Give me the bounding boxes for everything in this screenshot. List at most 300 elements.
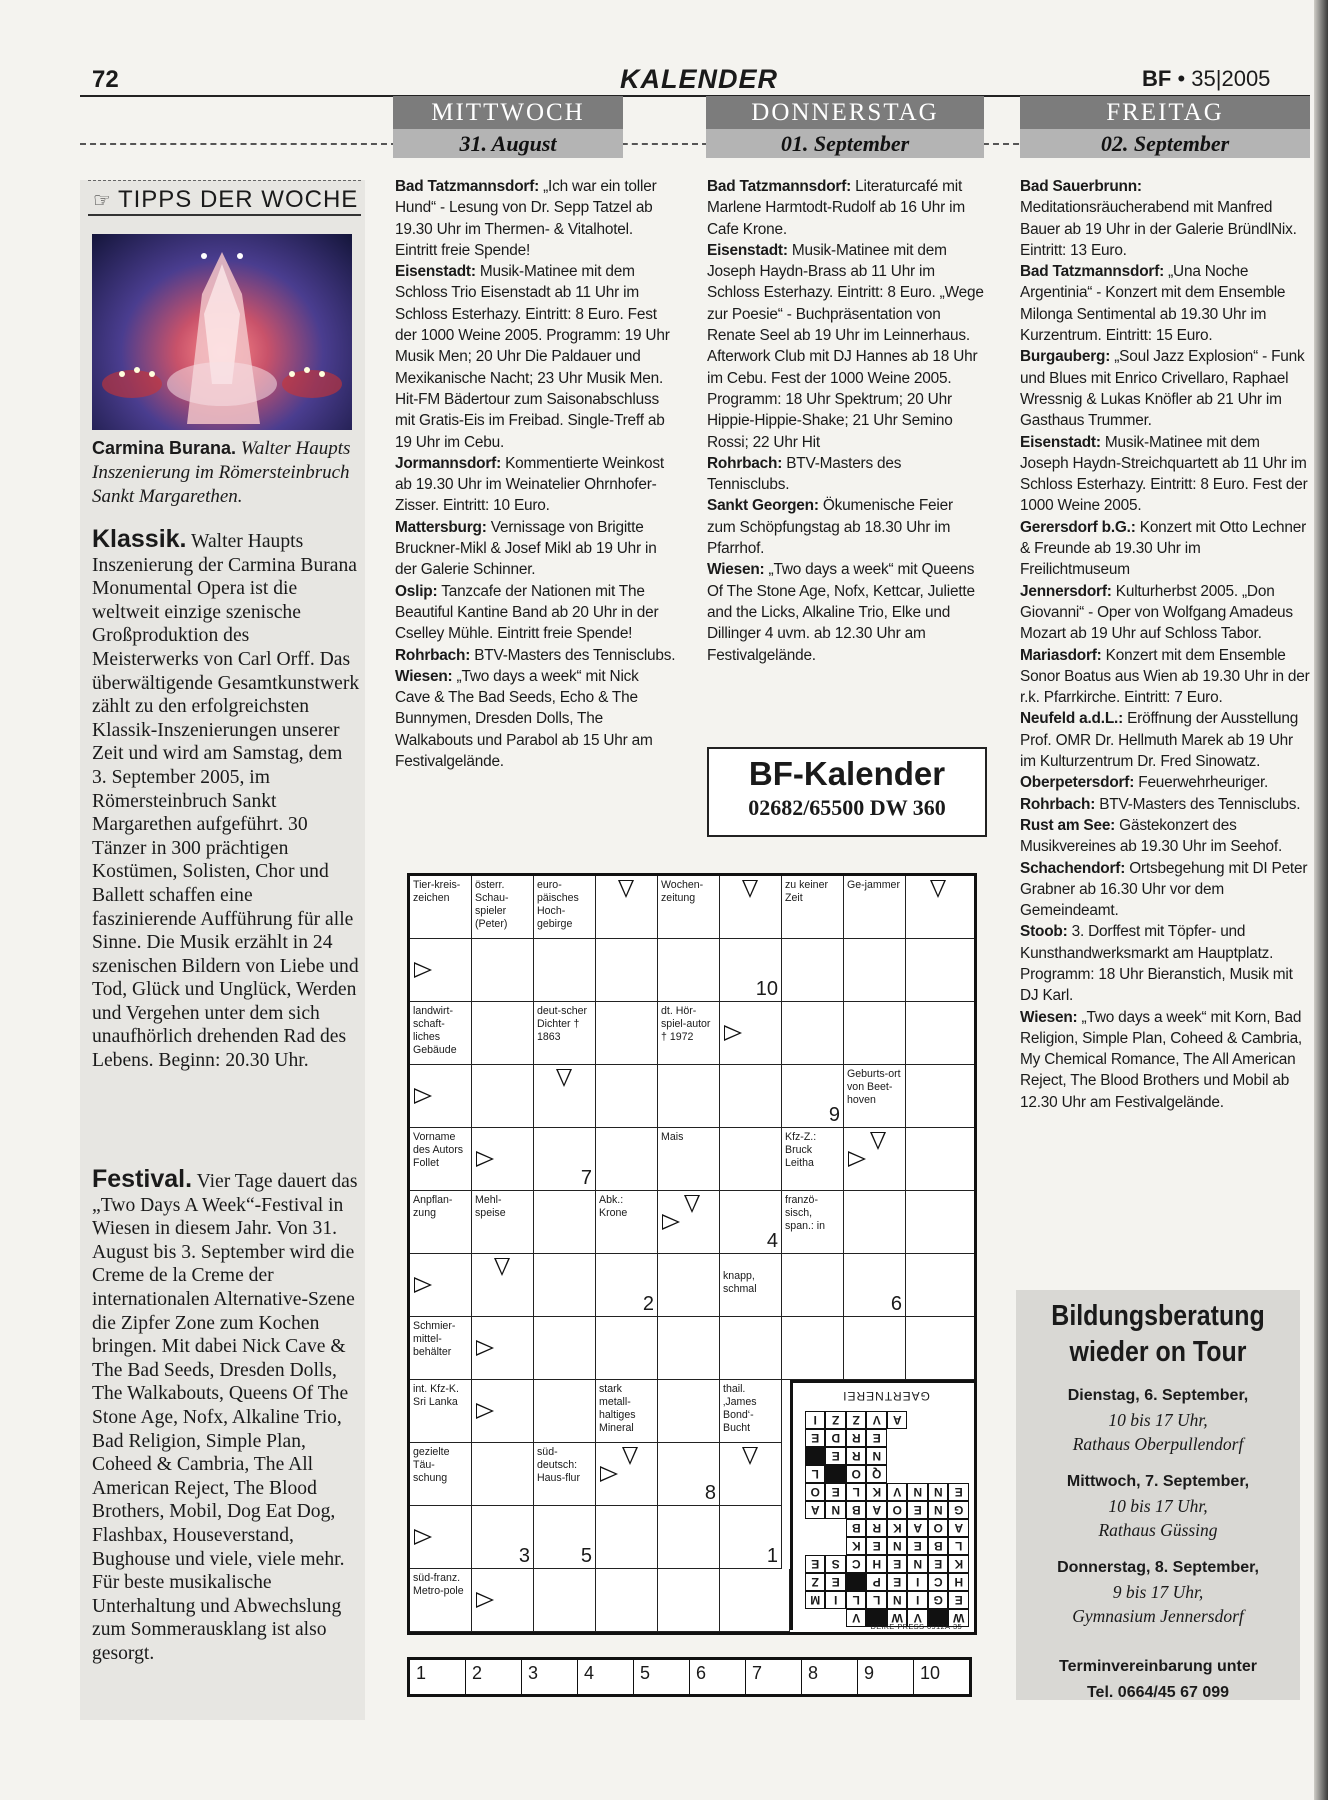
crossword-cell[interactable] bbox=[906, 1191, 974, 1254]
crossword-cell[interactable] bbox=[782, 1065, 844, 1128]
event-place: Wiesen: bbox=[395, 667, 453, 685]
crossword-cell[interactable] bbox=[720, 876, 782, 939]
crossword-cell[interactable] bbox=[658, 1065, 720, 1128]
crossword-cell[interactable] bbox=[782, 1254, 844, 1317]
arrow-right-icon bbox=[848, 1151, 866, 1167]
solution-letter: L bbox=[846, 1591, 867, 1609]
caption-text: Walter Haupts Inszenierung im Römersteinbruch Sankt Margarethen. bbox=[92, 438, 351, 507]
event-entry bbox=[1020, 517, 1310, 581]
event-place: Schachendorf: bbox=[1020, 859, 1126, 877]
arrow-right-icon bbox=[414, 1277, 432, 1293]
crossword-cell[interactable] bbox=[658, 1506, 720, 1569]
solution-letter: E bbox=[826, 1573, 847, 1591]
crossword-cell[interactable] bbox=[596, 939, 658, 1002]
crossword-clue: thail. ‚James Bond‘-Bucht bbox=[720, 1380, 782, 1443]
crossword-cell[interactable] bbox=[410, 1065, 472, 1128]
crossword-cell[interactable] bbox=[658, 1443, 720, 1506]
crossword-cell[interactable] bbox=[720, 1569, 790, 1632]
event-place: Mattersburg: bbox=[395, 518, 487, 536]
crossword-cell[interactable] bbox=[720, 1506, 782, 1569]
crossword-clue: Vorname des Autors Follet bbox=[410, 1128, 472, 1191]
crossword-clue: süd-franz. Metro-pole bbox=[410, 1569, 472, 1632]
bildung-day: Dienstag, 6. September, bbox=[1067, 1387, 1249, 1404]
arrow-right-icon bbox=[476, 1592, 494, 1608]
crossword-cell[interactable] bbox=[844, 1254, 906, 1317]
crossword-clue: landwirt-schaft-liches Gebäude bbox=[410, 1002, 472, 1065]
crossword-cell[interactable] bbox=[534, 1569, 596, 1632]
arrow-down-icon bbox=[494, 1258, 510, 1276]
solution-letter: P bbox=[867, 1573, 888, 1591]
crossword-cell[interactable] bbox=[906, 939, 974, 1002]
event-entry bbox=[1020, 794, 1310, 815]
crossword-clue: knapp, schmal bbox=[720, 1254, 782, 1317]
day-date: 01. September bbox=[706, 129, 984, 158]
solution-letter: K bbox=[887, 1519, 908, 1537]
crossword-cell[interactable] bbox=[658, 1380, 720, 1443]
event-place: Stoob: bbox=[1020, 923, 1068, 941]
answer-box[interactable]: 6 bbox=[690, 1660, 746, 1694]
crossword-cell[interactable] bbox=[720, 1002, 782, 1065]
event-place: Burgauberg: bbox=[1020, 348, 1111, 366]
wednesday-events bbox=[395, 176, 677, 772]
solution-letter: O bbox=[887, 1501, 908, 1519]
bildung-date bbox=[1016, 1470, 1300, 1542]
event-place: Wiesen: bbox=[707, 561, 765, 579]
crossword-cell[interactable] bbox=[596, 1443, 658, 1506]
solution-letter: E bbox=[908, 1501, 929, 1519]
arrow-right-icon bbox=[476, 1403, 494, 1419]
solution-letter: E bbox=[949, 1483, 970, 1501]
crossword-clue: süd-deutsch: Haus-flur bbox=[534, 1443, 596, 1506]
crossword-cell[interactable] bbox=[906, 1065, 974, 1128]
event-text: Musik-Matinee mit dem Joseph Haydn-Brass ab 11 Uhr im Schloss Esterhazy. Eintritt: 8 Euro. „Wege zur Poesie“ - Buchpräsentation von Renate Seel ab 19 Uhr im Leinnerhaus. Afterwork Club mit DJ Hannes ab 18 Uhr im Cebu. Fest der 1000 Weine 2005. Programm: 18 Uhr Spektrum; 20 Uhr Hippie-Hippie-Shake; 21 Uhr Semino Rossi; 22 Uhr Hit bbox=[707, 241, 984, 451]
tipps-heading bbox=[93, 186, 358, 214]
event-text: „Two days a week“ mit Queens Of The Stone Age, Nofx, Kettcar, Juliette and the Licks, Alkaline Trio, Elke und Dillinger 4 uvm. ab 12.30 Uhr am Festivalgelände. bbox=[707, 561, 975, 664]
crossword-cell[interactable] bbox=[906, 876, 974, 939]
crossword-cell[interactable] bbox=[472, 1380, 534, 1443]
crossword-cell[interactable] bbox=[534, 1317, 596, 1380]
crossword-clue: Abk.: Krone bbox=[596, 1191, 658, 1254]
solution-number: 8 bbox=[704, 1482, 716, 1504]
crossword-cell[interactable] bbox=[782, 1317, 844, 1380]
solution-number: 5 bbox=[580, 1545, 592, 1567]
event-entry bbox=[395, 517, 677, 581]
solution-number: 3 bbox=[518, 1545, 530, 1567]
event-text: Feuerwehrheuriger. bbox=[1134, 774, 1269, 792]
event-place: Gerersdorf b.G.: bbox=[1020, 518, 1136, 536]
solution-letter: Z bbox=[805, 1573, 826, 1591]
festival-article bbox=[92, 1165, 360, 1665]
event-place: Bad Tatzmannsdorf: bbox=[1020, 263, 1165, 281]
solution-letter: B bbox=[846, 1501, 867, 1519]
crossword-cell[interactable] bbox=[658, 939, 720, 1002]
solution-number: 9 bbox=[828, 1104, 840, 1126]
solution-letter: N bbox=[908, 1483, 929, 1501]
arrow-right-icon bbox=[414, 1088, 432, 1104]
crossword-cell[interactable] bbox=[472, 939, 534, 1002]
event-text: Eröffnung der Ausstellung Prof. OMR Dr. Hellmuth Marek ab 19 Uhr im Kulturzentrum Dr. Fred Sinowatz. bbox=[1020, 710, 1299, 771]
issue-number: 35|2005 bbox=[1191, 66, 1271, 91]
crossword-cell[interactable] bbox=[658, 1254, 720, 1317]
bildungsberatung-box bbox=[1016, 1290, 1300, 1700]
crossword-cell[interactable] bbox=[534, 1506, 596, 1569]
event-entry bbox=[1020, 261, 1310, 346]
bildung-day: Mittwoch, 7. September, bbox=[1066, 1473, 1250, 1490]
day-name: DONNERSTAG bbox=[706, 96, 984, 129]
event-entry bbox=[395, 645, 677, 666]
arrow-down-icon bbox=[742, 1447, 758, 1465]
event-place: Jormannsdorf: bbox=[395, 454, 501, 472]
caption-title: Carmina Burana. bbox=[92, 438, 237, 458]
event-entry bbox=[707, 240, 985, 453]
solution-letter: K bbox=[846, 1537, 867, 1555]
event-place: Rohrbach: bbox=[1020, 795, 1096, 813]
crossword-cell[interactable] bbox=[472, 1317, 534, 1380]
crossword-clue: deut-scher Dichter † 1863 bbox=[534, 1002, 596, 1065]
arrow-down-icon bbox=[618, 880, 634, 898]
answer-box[interactable]: 1 bbox=[410, 1660, 466, 1694]
puzzle-credit: DEIKE-PRESS-0912A-35 bbox=[870, 1622, 962, 1631]
event-text: Ortsbegehung mit DI Peter Grabner ab 16.30 Uhr vor dem Gemeindeamt. bbox=[1020, 859, 1308, 920]
solution-letter: E bbox=[805, 1555, 826, 1573]
event-text: „Una Noche Argentinia“ - Konzert mit dem Ensemble Milonga Sentimental ab 19.30 Uhr im Kurzentrum. Eintritt: 15 Euro. bbox=[1020, 263, 1286, 345]
crossword-clue: Mehl-speise bbox=[472, 1191, 534, 1254]
event-entry bbox=[395, 666, 677, 772]
event-place: Mariasdorf: bbox=[1020, 646, 1102, 664]
photo-caption bbox=[92, 436, 360, 509]
crossword-cell[interactable] bbox=[906, 1128, 974, 1191]
crossword-solution-panel bbox=[790, 1380, 974, 1630]
bildung-term-label: Terminvereinbarung unter bbox=[1059, 1658, 1257, 1675]
event-place: Eisenstadt: bbox=[1020, 433, 1101, 451]
solution-number: 7 bbox=[580, 1167, 592, 1189]
bildung-place: Gymnasium Jennersdorf bbox=[1072, 1606, 1244, 1626]
event-entry bbox=[1020, 432, 1310, 517]
answer-box[interactable]: 9 bbox=[858, 1660, 914, 1694]
crossword-cell[interactable] bbox=[906, 1254, 974, 1317]
arrow-down-icon bbox=[622, 1447, 638, 1465]
event-place: Rust am See: bbox=[1020, 816, 1116, 834]
crossword-cell[interactable] bbox=[534, 1191, 596, 1254]
answer-box[interactable]: 8 bbox=[802, 1660, 858, 1694]
crossword-clue: Tier-kreis-zeichen bbox=[410, 876, 472, 939]
day-header-friday bbox=[1020, 96, 1310, 158]
bildung-time: 9 bis 17 Uhr, bbox=[1112, 1582, 1204, 1602]
solution-letter: E bbox=[887, 1573, 908, 1591]
bildung-contact bbox=[1016, 1654, 1300, 1706]
crossword-clue: stark metall-haltiges Mineral bbox=[596, 1380, 658, 1443]
crossword-cell[interactable] bbox=[472, 1506, 534, 1569]
event-text: Musik-Matinee mit dem Joseph Haydn-Streichquartett ab 11 Uhr im Schloss Esterhazy. Eintritt: 8 Euro. Fest der 1000 Weine 2005. bbox=[1020, 433, 1308, 515]
solution-letter: I bbox=[908, 1591, 929, 1609]
solution-letter: H bbox=[949, 1573, 970, 1591]
event-entry bbox=[395, 581, 677, 645]
solution-letter: V bbox=[908, 1609, 929, 1627]
event-text: „Ich war ein toller Hund“ - Lesung von Dr. Sepp Tatzel ab 19.30 Uhr im Thermen- & Vitalhotel. Eintritt freie Spende! bbox=[395, 178, 657, 259]
event-entry bbox=[1020, 858, 1310, 922]
issue-info bbox=[1142, 66, 1270, 92]
crossword-cell[interactable] bbox=[534, 1128, 596, 1191]
bildung-place: Rathaus Güssing bbox=[1098, 1520, 1218, 1540]
tipps-title: TIPPS DER WOCHE bbox=[117, 186, 359, 213]
event-place: Sankt Georgen: bbox=[707, 497, 819, 515]
solution-block bbox=[826, 1465, 847, 1483]
crossword-cell[interactable] bbox=[596, 1569, 658, 1632]
arrow-right-icon bbox=[600, 1466, 618, 1482]
crossword-cell[interactable] bbox=[596, 1254, 658, 1317]
event-place: Jennersdorf: bbox=[1020, 582, 1112, 600]
event-place: Eisenstadt: bbox=[395, 263, 476, 281]
crossword-cell[interactable] bbox=[596, 1128, 658, 1191]
event-place: Oslip: bbox=[395, 582, 438, 600]
crossword-cell[interactable] bbox=[906, 1002, 974, 1065]
crossword-cell[interactable] bbox=[410, 1254, 472, 1317]
festival-lead: Festival. bbox=[92, 1165, 193, 1193]
solution-letter: O bbox=[846, 1465, 867, 1483]
crossword-clue: dt. Hör-spiel-autor † 1972 bbox=[658, 1002, 720, 1065]
solution-block bbox=[846, 1573, 867, 1591]
crossword-cell[interactable] bbox=[658, 1317, 720, 1380]
solution-letter: E bbox=[826, 1483, 847, 1501]
crossword-clue: gezielte Täu-schung bbox=[410, 1443, 472, 1506]
crossword-cell[interactable] bbox=[844, 1002, 906, 1065]
event-entry bbox=[1020, 921, 1310, 1006]
crossword-cell[interactable] bbox=[472, 1128, 534, 1191]
solution-letter: E bbox=[928, 1555, 949, 1573]
solution-letter: E bbox=[826, 1447, 847, 1465]
solution-title: GAERTNEREI bbox=[842, 1389, 930, 1403]
answer-box[interactable]: 7 bbox=[746, 1660, 802, 1694]
event-entry bbox=[1020, 1007, 1310, 1113]
solution-letter: N bbox=[826, 1501, 847, 1519]
crossword-cell[interactable] bbox=[720, 1065, 782, 1128]
solution-answer-row bbox=[407, 1657, 972, 1697]
crossword-clue: Schmier-mittel-behälter bbox=[410, 1317, 472, 1380]
separator: • bbox=[1177, 66, 1186, 91]
crossword-clue: Anpflan-zung bbox=[410, 1191, 472, 1254]
crossword-cell[interactable] bbox=[906, 1317, 974, 1380]
crossword-cell[interactable] bbox=[410, 1506, 472, 1569]
solution-letter: N bbox=[928, 1483, 949, 1501]
bildung-place: Rathaus Oberpullendorf bbox=[1072, 1434, 1244, 1454]
crossword-cell[interactable] bbox=[596, 1002, 658, 1065]
event-place: Bad Sauerbrunn: bbox=[1020, 178, 1142, 195]
solution-letter: N bbox=[887, 1591, 908, 1609]
bildung-day: Donnerstag, 8. September, bbox=[1057, 1559, 1259, 1576]
solution-number: 4 bbox=[766, 1230, 778, 1252]
solution-letter: L bbox=[846, 1483, 867, 1501]
crossword-cell[interactable] bbox=[472, 1569, 534, 1632]
solution-grid bbox=[801, 1411, 969, 1627]
crossword-cell[interactable] bbox=[720, 1191, 782, 1254]
tipps-rule bbox=[88, 214, 361, 216]
event-entry bbox=[1020, 645, 1310, 709]
crossword-cell[interactable] bbox=[534, 1254, 596, 1317]
answer-box[interactable]: 10 bbox=[920, 1663, 941, 1683]
event-entry bbox=[395, 261, 677, 453]
bf-kalender-phone: 02682/65500 DW 360 bbox=[748, 795, 946, 820]
event-entry bbox=[395, 453, 677, 517]
day-header-thursday bbox=[706, 96, 984, 158]
section-title: KALENDER bbox=[620, 64, 779, 94]
solution-letter: S bbox=[826, 1555, 847, 1573]
solution-letter: V bbox=[887, 1483, 908, 1501]
event-entry bbox=[1020, 581, 1310, 645]
solution-letter: A bbox=[867, 1501, 888, 1519]
solution-letter: M bbox=[805, 1591, 826, 1609]
event-place: Rohrbach: bbox=[395, 646, 471, 664]
solution-letter: I bbox=[826, 1591, 847, 1609]
event-text: Konzert mit dem Ensemble Sonor Boatus aus Wien ab 19.30 Uhr in der r.k. Pfarrkirche. Eintritt: 7 Euro. bbox=[1020, 646, 1310, 707]
solution-letter: R bbox=[846, 1447, 867, 1465]
crossword-cell[interactable] bbox=[596, 1506, 658, 1569]
answer-box[interactable]: 3 bbox=[522, 1660, 578, 1694]
day-header-wednesday bbox=[393, 96, 623, 158]
event-text: BTV-Masters des Tennisclubs. bbox=[1095, 795, 1301, 813]
bildung-term-phone: Tel. 0664/45 67 099 bbox=[1086, 1684, 1230, 1701]
event-entry bbox=[707, 453, 985, 496]
solution-letter: O bbox=[928, 1519, 949, 1537]
crossword-cell[interactable] bbox=[720, 939, 782, 1002]
solution-letter: W bbox=[949, 1609, 970, 1627]
solution-letter: R bbox=[867, 1519, 888, 1537]
crossword-cell[interactable] bbox=[472, 1002, 534, 1065]
crossword-puzzle bbox=[407, 873, 977, 1635]
solution-letter: A bbox=[949, 1519, 970, 1537]
answer-box[interactable]: 2 bbox=[466, 1660, 522, 1694]
event-text: Tanzcafe der Nationen mit The Beautiful Kantine Band ab 20 Uhr in der Cselley Mühle. Eintritt freie Spende! bbox=[395, 582, 659, 643]
pointing-hand-icon: ☞ bbox=[93, 189, 112, 212]
bildung-time: 10 bis 17 Uhr, bbox=[1108, 1410, 1208, 1430]
crossword-cell[interactable] bbox=[534, 1065, 596, 1128]
crossword-cell[interactable] bbox=[596, 876, 658, 939]
event-place: Bad Tatzmannsdorf: bbox=[707, 178, 852, 195]
crossword-cell[interactable] bbox=[658, 1569, 720, 1632]
event-entry bbox=[707, 559, 985, 665]
solution-letter: D bbox=[826, 1429, 847, 1447]
event-text: „Two days a week“ mit Korn, Bad Religion, Simple Plan, Coheed & Cambria, My Chemical Romance, The All American Reject, The Blood Brothers und Mobil ab 12.30 Uhr am Festivalgelände. bbox=[1020, 1008, 1303, 1111]
crossword-cell[interactable] bbox=[720, 1128, 782, 1191]
bf-kalender-box bbox=[707, 747, 987, 837]
crossword-cell[interactable] bbox=[472, 1443, 534, 1506]
crossword-clue: Ge-jammer bbox=[844, 876, 906, 939]
event-entry bbox=[1020, 772, 1310, 793]
crossword-clue: euro-päisches Hoch-gebirge bbox=[534, 876, 596, 939]
arrow-right-icon bbox=[476, 1151, 494, 1167]
answer-box[interactable]: 5 bbox=[634, 1660, 690, 1694]
event-text: Vernissage von Brigitte Bruckner-Mikl & Josef Mikl ab 19 Uhr in der Galerie Schinner. bbox=[395, 518, 657, 579]
solution-letter: L bbox=[805, 1465, 826, 1483]
crossword-clue: franzö-sisch, span.: in bbox=[782, 1191, 844, 1254]
crossword-cell[interactable] bbox=[410, 939, 472, 1002]
event-text: Konzert mit Otto Lechner & Freunde ab 19.30 Uhr im Freilichtmuseum bbox=[1020, 518, 1307, 579]
bildung-date bbox=[1016, 1556, 1300, 1628]
crossword-clue: int. Kfz-K. Sri Lanka bbox=[410, 1380, 472, 1443]
event-text: Literaturcafé mit Marlene Harmtodt-Rudolf ab 16 Uhr im Cafe Krone. bbox=[707, 178, 965, 238]
klassik-text: Walter Haupts Inszenierung der Carmina Burana Monumental Opera ist die weltweit einzige szenische Großproduktion des Meisterwerks von Carl Orff. Das überwältigende Gesamtkunstwerk zählt zu den erfolgreichsten Klassik-Inszenierungen unserer Zeit und wird am Samstag, dem 3. September 2005, im Römersteinbruch Sankt Margarethen aufgeführt. 30 Tänzer in 300 prächtigen Kostümen, Solisten, Chor und Ballett schaffen eine faszinierende Aufführung für alle Sinne. Die Musik erzählt in 24 szenischen Bildern von Liebe und Tod, Glück und Unglück, Werden und Vergehen unter dem sich unaufhörlich drehenden Rad des Lebens. Beginn: 20.30 Uhr. bbox=[92, 531, 360, 1072]
solution-letter: N bbox=[928, 1501, 949, 1519]
solution-letter: A bbox=[887, 1411, 908, 1429]
event-text: Meditationsräucherabend mit Manfred Bauer ab 19 Uhr in der Galerie BründlNix. Eintritt: 13 Euro. bbox=[1020, 199, 1297, 259]
crossword-cell[interactable] bbox=[658, 1191, 720, 1254]
crossword-cell[interactable] bbox=[472, 1254, 534, 1317]
event-text: Kommentierte Weinkost ab 19.30 Uhr im Weinatelier Ohrnhofer-Zisser. Eintritt: 10 Euro. bbox=[395, 454, 664, 515]
event-text: BTV-Masters des Tennisclubs. bbox=[707, 454, 902, 494]
solution-letter: L bbox=[949, 1537, 970, 1555]
page-binding-edge bbox=[1314, 0, 1328, 1800]
event-text: „Soul Jazz Explosion“ - Funk und Blues mit Enrico Crivellaro, Raphael Wressnig & Lukas Knöfler ab 21 Uhr im Gasthaus Trummer. bbox=[1020, 348, 1305, 430]
event-entry bbox=[707, 495, 985, 559]
page-number: 72 bbox=[92, 66, 119, 93]
solution-letter: V bbox=[867, 1411, 888, 1429]
solution-letter: N bbox=[867, 1447, 888, 1465]
crossword-cell[interactable] bbox=[844, 1191, 906, 1254]
solution-letter: E bbox=[867, 1429, 888, 1447]
solution-letter: N bbox=[908, 1555, 929, 1573]
crossword-cell[interactable] bbox=[534, 1380, 596, 1443]
event-place: Rohrbach: bbox=[707, 454, 783, 472]
event-text: Gästekonzert des Musikvereines ab 19.30 Uhr im Seehof. bbox=[1020, 816, 1283, 856]
solution-letter: K bbox=[949, 1555, 970, 1573]
crossword-clue: zu keiner Zeit bbox=[782, 876, 844, 939]
arrow-down-icon bbox=[742, 880, 758, 898]
crossword-clue: Kfz-Z.: Bruck Leitha bbox=[782, 1128, 844, 1191]
festival-text: Vier Tage dauert das „Two Days A Week“-Festival in Wiesen in diesem Jahr. Von 31. August bis 3. September wird die Creme de la Creme der internationalen Alternative-Szene die Zipfer Zone zum Kochen bringen. Mit dabei Nick Cave & The Bad Seeds, Dresden Dolls, The Walkabouts, Queens Of The Stone Age, Nofx, Alkaline Trio, Bad Religion, Simple Plan, Coheed & Cambria, The All American Reject, The Blood Brothers, Mobil, Dog Eat Dog, Flashbax, Houseverstand, Bughouse und viele, viele mehr. Für beste musikalische Unterhaltung und Abwechslung zum Sommerausklang ist also gesorgt. bbox=[92, 1171, 358, 1664]
arrow-right-icon bbox=[414, 1529, 432, 1545]
solution-letter: L bbox=[867, 1591, 888, 1609]
carmina-burana-photo bbox=[92, 234, 352, 430]
event-text: 3. Dorffest mit Töpfer- und Kunsthandwerksmarkt am Hauptplatz. Programm: 18 Uhr Bieranstich, Musik mit DJ Karl. bbox=[1020, 923, 1293, 1005]
day-name: MITTWOCH bbox=[393, 96, 623, 129]
crossword-cell[interactable] bbox=[534, 939, 596, 1002]
solution-number: 10 bbox=[755, 978, 778, 1000]
crossword-cell[interactable] bbox=[720, 1317, 782, 1380]
event-entry bbox=[1020, 708, 1310, 772]
solution-number: 1 bbox=[766, 1545, 778, 1567]
crossword-cell[interactable] bbox=[844, 1317, 906, 1380]
crossword-cell[interactable] bbox=[596, 1065, 658, 1128]
crossword-cell[interactable] bbox=[596, 1317, 658, 1380]
solution-letter: B bbox=[928, 1537, 949, 1555]
bf-kalender-title: BF-Kalender bbox=[748, 755, 946, 792]
solution-letter: E bbox=[887, 1555, 908, 1573]
event-entry bbox=[707, 176, 985, 240]
event-place: Wiesen: bbox=[1020, 1008, 1078, 1026]
solution-letter: V bbox=[846, 1609, 867, 1627]
solution-letter: G bbox=[928, 1591, 949, 1609]
solution-number: 2 bbox=[642, 1293, 654, 1315]
bildung-title: Bildungsberatung wieder on Tour bbox=[1051, 1300, 1265, 1368]
solution-letter: W bbox=[887, 1609, 908, 1627]
event-text: Musik-Matinee mit dem Schloss Trio Eisenstadt ab 11 Uhr im Schloss Esterhazy. Eintritt: 8 Euro. Fest der 1000 Weine 2005. Programm: 19 Uhr Musik Men; 20 Uhr Die Paldauer und Mexikanische Nacht; 23 Uhr Musik Men. Hit-FM Bädertour zum Saisonabschluss mit Gratis-Eis im Freibad. Single-Treff ab 19 Uhr im Cebu. bbox=[395, 263, 670, 451]
solution-letter: A bbox=[908, 1519, 929, 1537]
arrow-down-icon bbox=[556, 1069, 572, 1087]
crossword-cell[interactable] bbox=[844, 939, 906, 1002]
crossword-cell[interactable] bbox=[782, 1002, 844, 1065]
solution-letter: K bbox=[867, 1483, 888, 1501]
solution-letter: A bbox=[805, 1501, 826, 1519]
crossword-cell[interactable] bbox=[472, 1065, 534, 1128]
event-place: Bad Tatzmannsdorf: bbox=[395, 178, 540, 195]
bildung-date bbox=[1016, 1384, 1300, 1456]
event-text: Ökumenische Feier zum Schöpfungstag ab 18.30 Uhr im Pfarrhof. bbox=[707, 497, 953, 558]
solution-letter: Z bbox=[846, 1411, 867, 1429]
day-date: 02. September bbox=[1020, 129, 1310, 158]
crossword-cell[interactable] bbox=[782, 939, 844, 1002]
crossword-cell[interactable] bbox=[844, 1128, 906, 1191]
answer-box[interactable]: 4 bbox=[578, 1660, 634, 1694]
crossword-cell[interactable] bbox=[720, 1443, 782, 1506]
